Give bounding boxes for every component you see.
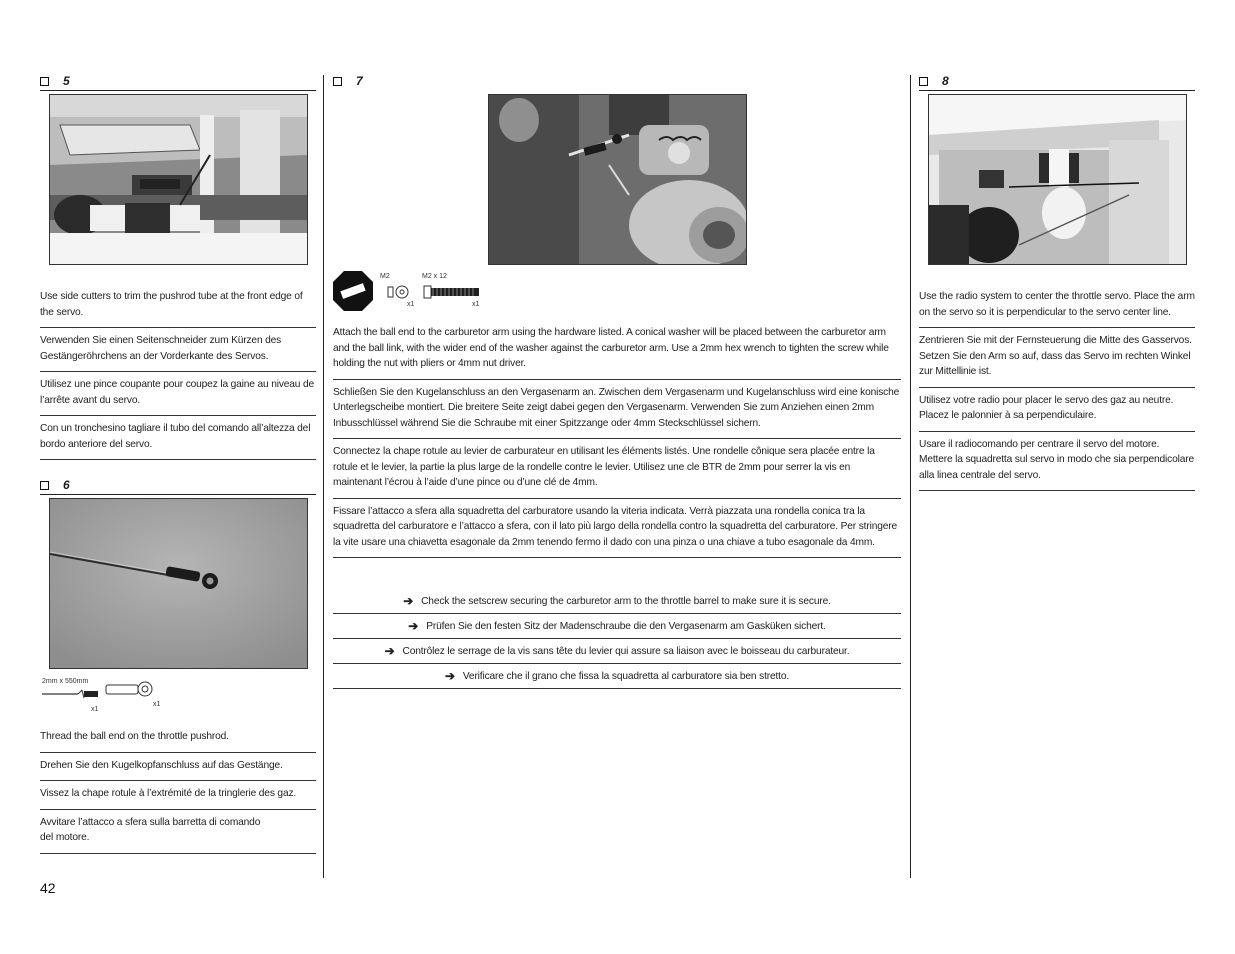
note-text: Check the setscrew securing the carburetor arm to the throttle barrel to make sure it is secure. <box>421 595 831 607</box>
step-8-heading-rule <box>919 90 1195 91</box>
step-7-photo <box>488 94 747 265</box>
screw-hardware-icon <box>423 284 481 300</box>
carburetor-arm-image <box>489 95 746 264</box>
step-7-paragraph: Attach the ball end to the carburetor arm using the hardware listed. A conical washer will be placed between the carburetor arm and the ball link, with the wider end of the washer against the carburetor arm. Use a 2mm hex wrench to tighten the screw while holding the nut with pliers or 4mm nut driver. <box>333 320 901 380</box>
screw-size-label: M2 x 12 <box>422 273 447 280</box>
fuselage-servo-image <box>50 95 307 264</box>
step-5-paragraph: Utilisez une pince coupante pour coupez la gaine au niveau de l’arrête avant du servo. <box>40 372 316 416</box>
step-6-paragraph: Thread the ball end on the throttle pushrod. <box>40 724 316 753</box>
pushrod-ball-end-image <box>50 499 307 668</box>
column-divider-left <box>323 75 324 878</box>
step-6-number: 6 <box>63 478 70 492</box>
step-8-text <box>919 284 1195 491</box>
step-6-paragraph: Vissez la chape rotule à l’extrémité de la tringlerie des gaz. <box>40 781 316 810</box>
step-7-text <box>333 320 901 558</box>
step-5-text <box>40 284 316 460</box>
step-5-photo <box>49 94 308 265</box>
step-5-heading <box>40 73 70 89</box>
note-text: Prüfen Sie den festen Sitz der Madenschraube die den Vergasenarm am Gasküken sichert. <box>426 620 826 632</box>
step-7-paragraph: Schließen Sie den Kugelanschluss an den Vergasenarm an. Zwischen dem Vergasenarm und Kugelanschluss wird eine konische Unterlegscheibe montiert. Die breitere Seite zeigt dabei gegen den Vergasenarm. Verwenden Sie zum Anziehen einen 2mm Inbusschlüssel während Sie die Schraube mit einer Spitzzange oder 4mm Steckschlüssel sichern. <box>333 380 901 440</box>
step-7-paragraph: Connectez la chape rotule au levier de carburateur en utilisant les éléments listés. Une rondelle cônique sera placée entre la rotule et le levier, la partie la plus large de la rondelle contre le levier. Utilisez une cle BTR de 2mm pour serrer la vis en maintenant l’écrou à l’aide d’une pince ou d’une clé de 4mm. <box>333 439 901 499</box>
step-6-photo <box>49 498 308 669</box>
step-8-paragraph: Utilisez votre radio pour placer le servo des gaz au neutre. Placez le palonnier à sa perpendiculaire. <box>919 388 1195 432</box>
note-row <box>333 614 901 639</box>
arrow-right-icon: ➔ <box>384 644 395 658</box>
page-number: 42 <box>40 880 56 896</box>
arrow-right-icon: ➔ <box>403 594 414 608</box>
ball-link-hardware-icon <box>105 680 155 698</box>
step-6-heading-rule <box>40 494 316 495</box>
arrow-right-icon: ➔ <box>444 669 455 683</box>
hex-wrench-icon <box>332 270 374 312</box>
note-text: Contrôlez le serrage de la vis sans tête du levier qui assure sa liaison avec le boisseau du carburateur. <box>402 645 850 657</box>
step-8-checkbox[interactable] <box>919 77 928 86</box>
step-5-paragraph: Verwenden Sie einen Seitenschneider zum Kürzen des Gestängeröhrchens an der Vorderkante des Servos. <box>40 328 316 372</box>
step-5-checkbox[interactable] <box>40 77 49 86</box>
step-8-paragraph: Usare il radiocomando per centrare il servo del motore. Mettere la squadretta sul servo in modo che sia perpendicolare alla linea centrale del servo. <box>919 432 1195 492</box>
step-8-heading <box>919 73 949 89</box>
step-5-heading-rule <box>40 90 316 91</box>
column-divider-right <box>910 75 911 878</box>
pushrod-size-label: 2mm x 550mm <box>42 678 89 685</box>
step-7-paragraph: Fissare l’attacco a sfera alla squadretta del carburatore usando la viteria indicata. Verrà piazzata una rondella conica tra la squadretta del carburatore e l’attacco a sfera, con il lato più largo della rondella contro la squadretta del carburatore. Per stringere la vite usare una chiavetta esagonale da 2mm tenendo fermo il dado con una pinza o una chiave a tubo esagonale da 4mm. <box>333 499 901 559</box>
throttle-servo-image <box>929 95 1186 264</box>
step-5-paragraph: Use side cutters to trim the pushrod tube at the front edge of the servo. <box>40 284 316 328</box>
note-row <box>333 639 901 664</box>
nut-hardware-icon <box>387 284 411 300</box>
pushrod-quantity: x1 <box>91 706 99 713</box>
step-7-heading <box>333 73 363 89</box>
note-row <box>333 589 901 614</box>
step-8-paragraph: Use the radio system to center the throttle servo. Place the arm on the servo so it is perpendicular to the servo center line. <box>919 284 1195 328</box>
ball-link-quantity: x1 <box>153 701 161 708</box>
note-text: Verificare che il grano che fissa la squadretta al carburatore sia ben stretto. <box>462 670 790 682</box>
note-row <box>333 664 901 689</box>
step-8-paragraph: Zentrieren Sie mit der Fernsteuerung die Mitte des Gasservos. Setzen Sie den Arm so auf, dass das Servo im rechten Winkel zur Mittellinie ist. <box>919 328 1195 388</box>
pushrod-hardware-icon <box>42 688 102 700</box>
step-6-heading <box>40 477 70 493</box>
screw-quantity: x1 <box>472 301 480 308</box>
step-6-paragraph: Avvitare l’attacco a sfera sulla barretta di comando del motore. <box>40 810 316 854</box>
step-6-checkbox[interactable] <box>40 481 49 490</box>
step-7-checkbox[interactable] <box>333 77 342 86</box>
step-5-paragraph: Con un tronchesino tagliare il tubo del comando all’altezza del bordo anteriore del servo. <box>40 416 316 460</box>
step-7-notes <box>333 589 901 689</box>
step-6-text <box>40 724 316 854</box>
step-8-number: 8 <box>942 74 949 88</box>
arrow-right-icon: ➔ <box>408 619 419 633</box>
nut-quantity: x1 <box>407 301 415 308</box>
step-7-number: 7 <box>356 74 363 88</box>
step-8-photo <box>928 94 1187 265</box>
step-5-number: 5 <box>63 74 70 88</box>
step-6-paragraph: Drehen Sie den Kugelkopfanschluss auf das Gestänge. <box>40 753 316 782</box>
nut-size-label: M2 <box>380 273 390 280</box>
